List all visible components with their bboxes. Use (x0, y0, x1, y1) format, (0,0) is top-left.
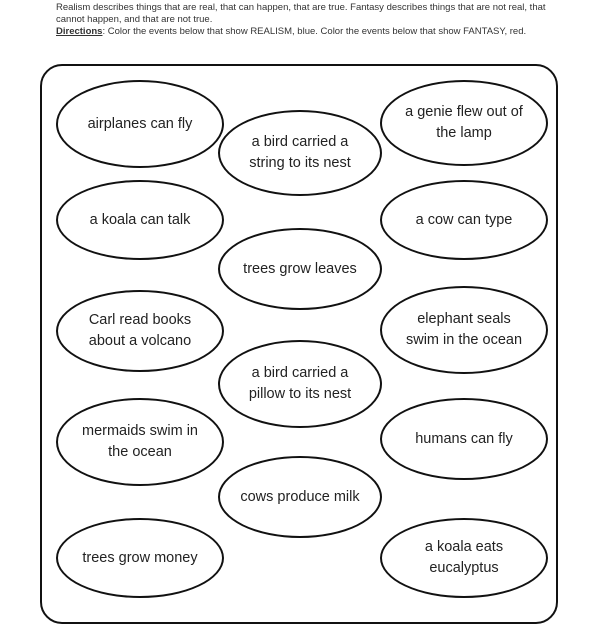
event-text: humans can fly (415, 430, 513, 447)
event-text: elephant seals swim in the ocean (405, 311, 523, 348)
instructions (56, 2, 556, 38)
event-oval[interactable] (218, 456, 382, 538)
event-text: Carl read books about a volcano (88, 312, 192, 349)
event-text: a genie flew out of the lamp (405, 104, 523, 141)
definition-text: Realism describes things that are real, that can happen, that are true. Fantasy describes things that are not real, that cannot happen, and that are not true. (56, 2, 546, 25)
directions-body: : Color the events below that show REALISM, blue. Color the events below that show FANTASY, red. (102, 26, 527, 37)
event-oval[interactable] (56, 398, 224, 486)
event-text: a bird carried a pillow to its nest (248, 365, 352, 402)
directions-label: Directions (56, 26, 103, 37)
event-oval[interactable] (380, 518, 548, 598)
event-oval[interactable] (218, 340, 382, 428)
event-text: airplanes can fly (87, 115, 193, 132)
event-text: trees grow leaves (243, 260, 357, 277)
event-oval[interactable] (380, 398, 548, 480)
directions-text (56, 26, 556, 38)
event-oval[interactable] (56, 290, 224, 372)
event-oval[interactable] (218, 110, 382, 196)
event-oval[interactable] (56, 518, 224, 598)
event-text: trees grow money (82, 549, 198, 566)
event-oval[interactable] (380, 180, 548, 260)
event-text: a koala can talk (89, 211, 191, 228)
event-oval[interactable] (56, 180, 224, 260)
event-oval[interactable] (56, 80, 224, 168)
event-oval[interactable] (218, 228, 382, 310)
event-text: a bird carried a string to its nest (249, 134, 351, 171)
event-text: cows produce milk (240, 488, 360, 505)
event-text: a koala eats eucalyptus (424, 539, 504, 576)
event-text: mermaids swim in the ocean (81, 423, 198, 460)
event-oval[interactable] (380, 286, 548, 374)
event-text: a cow can type (415, 211, 513, 228)
event-oval[interactable] (380, 80, 548, 166)
